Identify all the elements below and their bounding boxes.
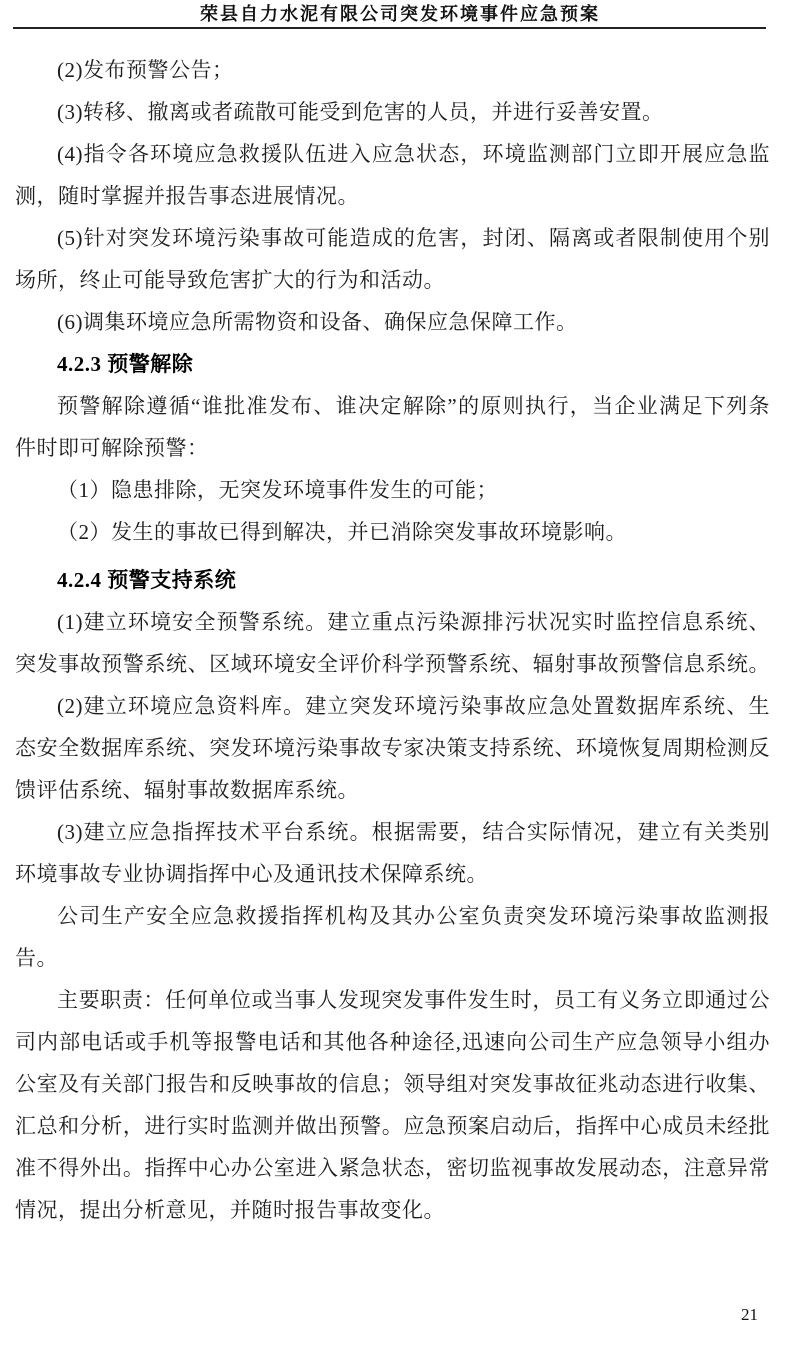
paragraph-line: 司内部电话或手机等报警电话和其他各种途径,迅速向公司生产应急领导小组办: [15, 1030, 770, 1054]
paragraph-line: 突发事故预警系统、区域环境安全评价科学预警系统、辐射事故预警信息系统。: [15, 652, 770, 676]
paragraph-line: (6)调集环境应急所需物资和设备、确保应急保障工作。: [57, 310, 578, 334]
page-header: [0, 0, 800, 29]
document-title: 荣县自力水泥有限公司突发环境事件应急预案: [200, 4, 600, 24]
paragraph-line: 情况，提出分析意见，并随时报告事故变化。: [15, 1198, 445, 1222]
paragraph-line: (3)转移、撤离或者疏散可能受到危害的人员，并进行妥善安置。: [57, 100, 664, 124]
document-body: [0, 29, 800, 1231]
section-heading-4-2-3: 4.2.3 预警解除: [57, 352, 194, 376]
paragraph-line: 件时即可解除预警：: [15, 436, 209, 460]
paragraph-line: (3)建立应急指挥技术平台系统。根据需要，结合实际情况，建立有关类别: [57, 820, 770, 844]
paragraph-line: 馈评估系统、辐射事故数据库系统。: [15, 778, 359, 802]
paragraph-line: (1)建立环境安全预警系统。建立重点污染源排污状况实时监控信息系统、: [57, 610, 770, 634]
list-item-line: （2）发生的事故已得到解决，并已消除突发事故环境影响。: [57, 520, 627, 544]
paragraph-line: 态安全数据库系统、突发环境污染事故专家决策支持系统、环境恢复周期检测反: [15, 736, 770, 760]
paragraph-line: 告。: [15, 946, 58, 970]
paragraph-line: 测，随时掌握并报告事态进展情况。: [15, 184, 359, 208]
paragraph-line: 环境事故专业协调指挥中心及通讯技术保障系统。: [15, 862, 488, 886]
paragraph-line: 场所，终止可能导致危害扩大的行为和活动。: [15, 268, 445, 292]
paragraph-line: (2)发布预警公告；: [57, 58, 234, 82]
paragraph-line: (2)建立环境应急资料库。建立突发环境污染事故应急处置数据库系统、生: [57, 694, 770, 718]
paragraph-line: 汇总和分析，进行实时监测并做出预警。应急预案启动后，指挥中心成员未经批: [15, 1114, 770, 1138]
section-heading-4-2-4: 4.2.4 预警支持系统: [57, 568, 237, 592]
paragraph-line: 主要职责：任何单位或当事人发现突发事件发生时，员工有义务立即通过公: [57, 988, 770, 1012]
paragraph-line: 准不得外出。指挥中心办公室进入紧急状态，密切监视事故发展动态，注意异常: [15, 1156, 770, 1180]
paragraph-line: 公司生产安全应急救援指挥机构及其办公室负责突发环境污染事故监测报: [57, 904, 770, 928]
paragraph-line: 公室及有关部门报告和反映事故的信息；领导组对突发事故征兆动态进行收集、: [15, 1072, 770, 1096]
paragraph-line: 预警解除遵循“谁批准发布、谁决定解除”的原则执行，当企业满足下列条: [57, 394, 770, 418]
paragraph-line: (5)针对突发环境污染事故可能造成的危害，封闭、隔离或者限制使用个别: [57, 226, 770, 250]
list-item-line: （1）隐患排除，无突发环境事件发生的可能；: [57, 478, 498, 502]
page-number: 21: [741, 1305, 758, 1324]
paragraph-line: (4)指令各环境应急救援队伍进入应急状态，环境监测部门立即开展应急监: [57, 142, 770, 166]
